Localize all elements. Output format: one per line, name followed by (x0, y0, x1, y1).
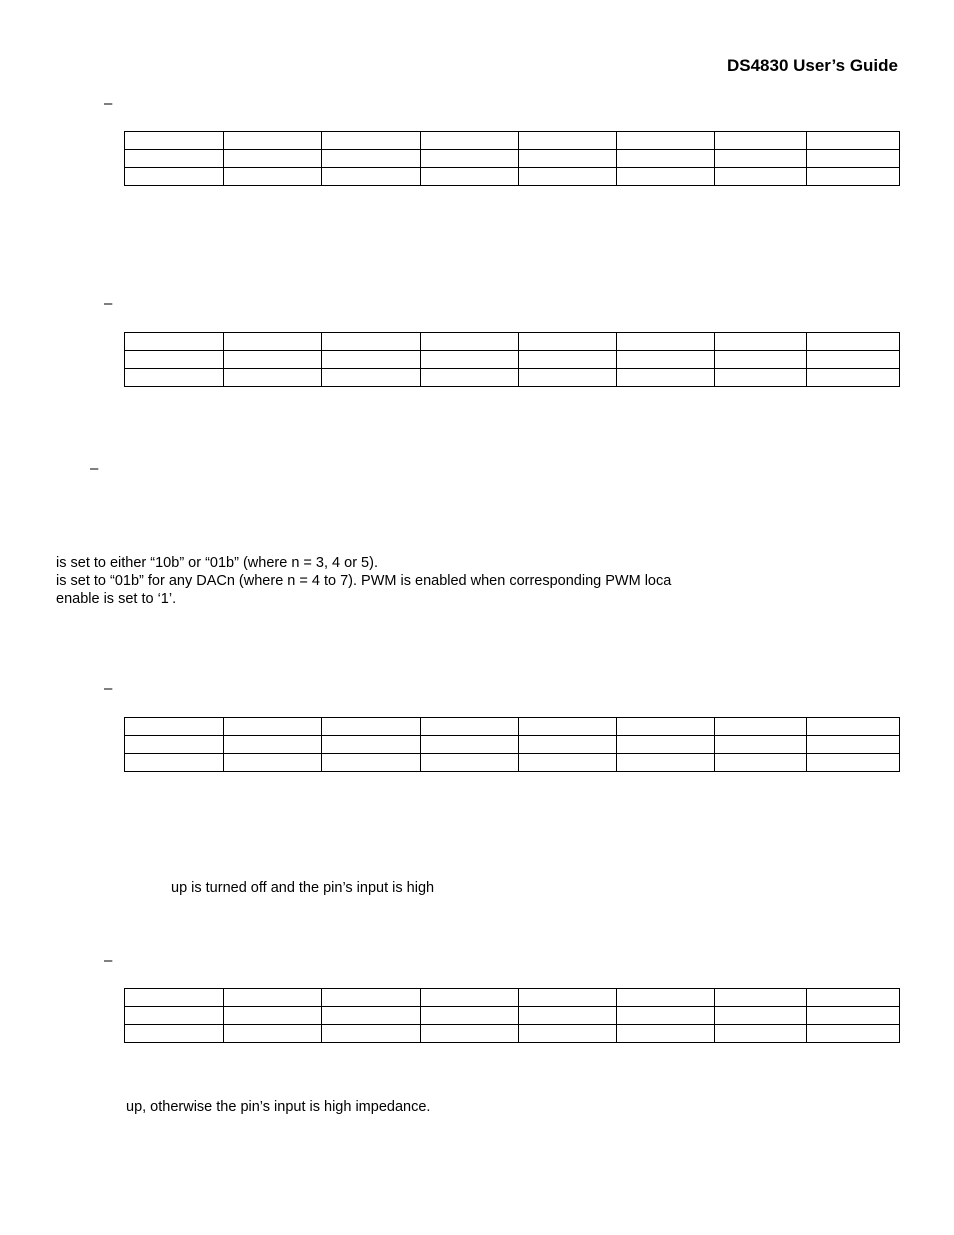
table-row (125, 1025, 900, 1043)
paragraph-line-3: enable is set to ‘1’. (56, 591, 177, 607)
register-table-2 (124, 332, 900, 387)
register-table-4 (124, 988, 900, 1043)
section-dash-1: – (104, 95, 113, 112)
section-dash-2: – (104, 295, 113, 312)
section-dash-5: – (104, 952, 113, 969)
table-row (125, 132, 900, 150)
table-row (125, 754, 900, 772)
paragraph-line-4: up is turned off and the pin’s input is high (171, 880, 435, 896)
table-row (125, 369, 900, 387)
register-table-1 (124, 131, 900, 186)
paragraph-line-5: up, otherwise the pin’s input is high impedance. (126, 1099, 431, 1115)
table-row (125, 333, 900, 351)
section-dash-3: – (90, 460, 99, 477)
table-row (125, 351, 900, 369)
table-row (125, 736, 900, 754)
table-row (125, 989, 900, 1007)
paragraph-line-2: is set to “01b” for any DACn (where n = 4 to 7). PWM is enabled when corresponding PWM loca (56, 573, 672, 589)
table-row (125, 150, 900, 168)
paragraph-line-1: is set to either “10b” or “01b” (where n = 3, 4 or 5). (56, 555, 378, 571)
table-row (125, 718, 900, 736)
table-row (125, 168, 900, 186)
table-row (125, 1007, 900, 1025)
page-header-title: DS4830 User’s Guide (726, 56, 898, 75)
register-table-3 (124, 717, 900, 772)
section-dash-4: – (104, 680, 113, 697)
